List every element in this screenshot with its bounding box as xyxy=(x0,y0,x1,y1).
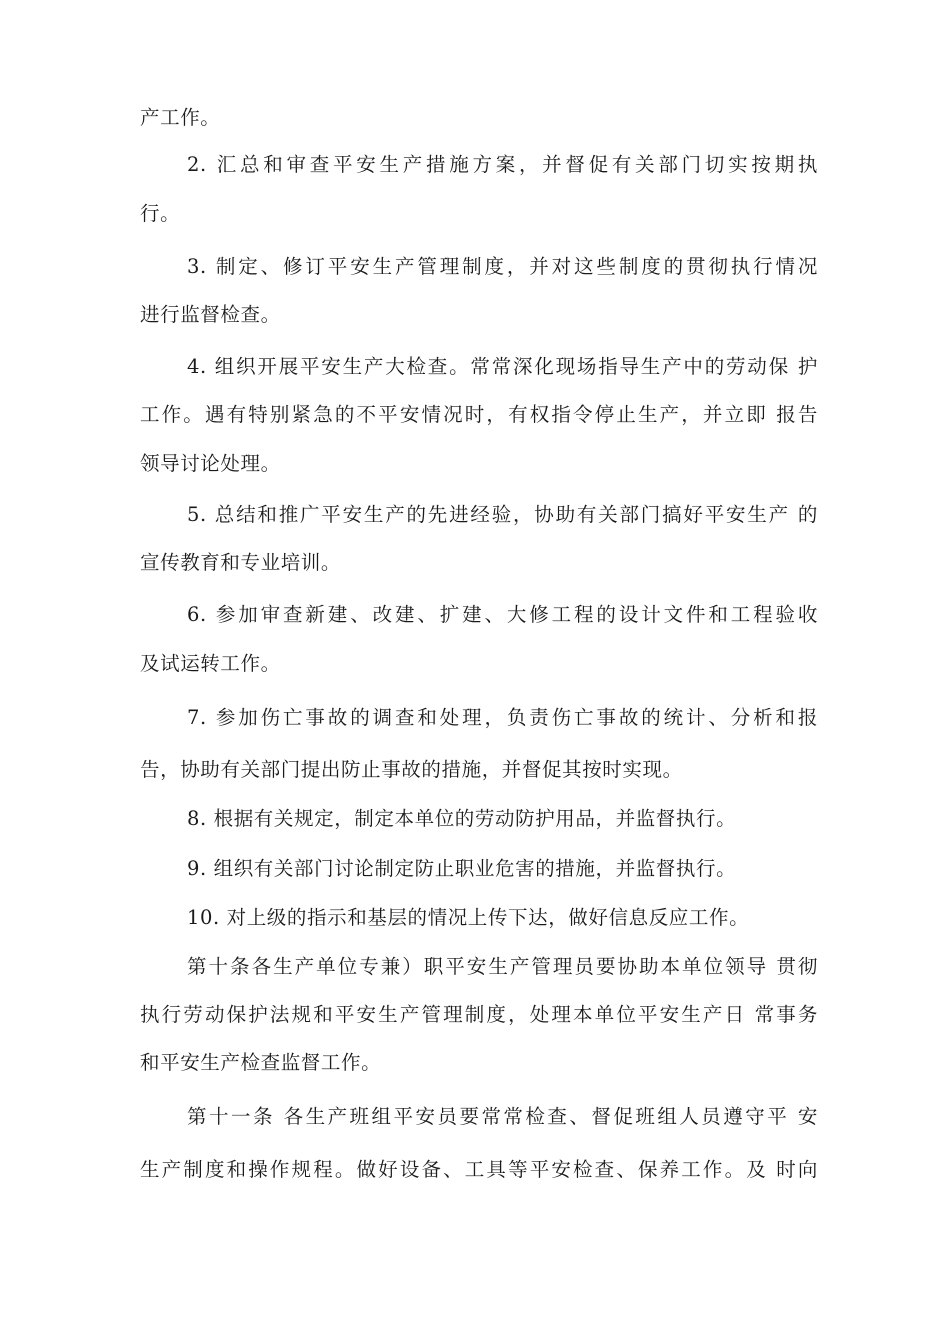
text-line: 第十一条 各生产班组平安员要常常检查、督促班组人员遵守平 安 xyxy=(187,1105,818,1128)
text-line: 8. 根据有关规定，制定本单位的劳动防护用品，并监督执行。 xyxy=(187,807,737,830)
text-line: 6. 参加审查新建、改建、扩建、大修工程的设计文件和工程验收 xyxy=(187,603,818,626)
text-line: 4. 组织开展平安生产大检查。常常深化现场指导生产中的劳动保 护 xyxy=(187,355,818,378)
text-line: 执行劳动保护法规和平安生产管理制度，处理本单位平安生产日 常事务 xyxy=(140,1003,818,1026)
text-line: 及试运转工作。 xyxy=(140,652,281,675)
text-line: 5. 总结和推广平安生产的先进经验，协助有关部门搞好平安生产 的 xyxy=(187,503,818,526)
text-line: 2. 汇总和审查平安生产措施方案，并督促有关部门切实按期执 xyxy=(187,153,818,176)
text-line: 第十条各生产单位专兼）职平安生产管理员要协助本单位领导 贯彻 xyxy=(187,955,818,978)
text-line: 宣传教育和专业培训。 xyxy=(140,551,342,574)
text-line: 生产制度和操作规程。做好设备、工具等平安检查、保养工作。及 时向 xyxy=(140,1158,818,1181)
text-line: 进行监督检查。 xyxy=(140,303,281,326)
text-line: 和平安生产检查监督工作。 xyxy=(140,1051,382,1074)
text-line: 行。 xyxy=(140,202,181,225)
text-line: 工作。遇有特别紧急的不平安情况时，有权指令停止生产，并立即 报告 xyxy=(140,403,818,426)
text-line: 10. 对上级的指示和基层的情况上传下达，做好信息反应工作。 xyxy=(187,906,750,929)
text-line: 告，协助有关部门提出防止事故的措施，并督促其按时实现。 xyxy=(140,758,683,781)
text-line: 3. 制定、修订平安生产管理制度，并对这些制度的贯彻执行情况 xyxy=(187,255,818,278)
text-line: 产工作。 xyxy=(140,106,221,129)
text-line: 领导讨论处理。 xyxy=(140,452,281,475)
text-line: 7. 参加伤亡事故的调查和处理，负责伤亡事故的统计、分析和报 xyxy=(187,706,818,729)
text-line: 9. 组织有关部门讨论制定防止职业危害的措施，并监督执行。 xyxy=(187,857,737,880)
